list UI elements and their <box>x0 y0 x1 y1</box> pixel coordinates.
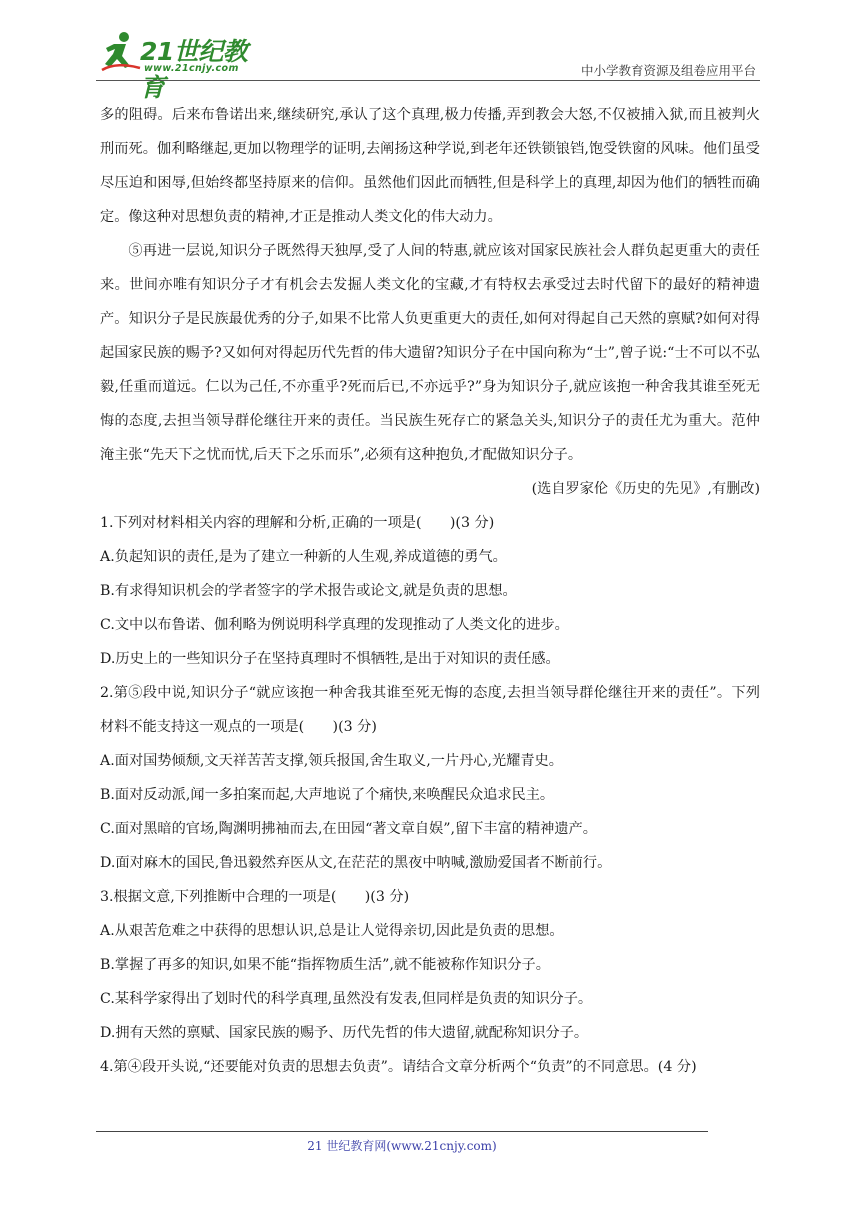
question-1-option-a: A.负起知识的责任,是为了建立一种新的人生观,养成道德的勇气。 <box>100 549 507 565</box>
document-body <box>100 98 760 1084</box>
page-footer: 21 世纪教育网(www.21cnjy.com) <box>307 1139 497 1153</box>
question-2-stem: 2.第⑤段中说,知识分子“就应该抱一种舍我其谁至死无悔的态度,去担当领导群伦继往开来的责任”。下列材料不能支持这一观点的一项是( )(3 分) <box>100 685 760 735</box>
header-divider <box>96 80 760 81</box>
passage-paragraph-5: ⑤再进一层说,知识分子既然得天独厚,受了人间的特惠,就应该对国家民族社会人群负起更重大的责任来。世间亦唯有知识分子才有机会去发掘人类文化的宝藏,才有特权去承受过去时代留下的最好的精神遗产。知识分子是民族最优秀的分子,如果不比常人负更重更大的责任,如何对得起自己天然的禀赋?如何对得起国家民族的赐予?又如何对得起历代先哲的伟大遗留?知识分子在中国向称为“士”,曾子说:“士不可以不弘毅,任重而道远。仁以为己任,不亦重乎?死而后已,不亦远乎?”身为知识分子,就应该抱一种舍我其谁至死无悔的态度,去担当领导群伦继往开来的责任。当民族生死存亡的紧急关头,知识分子的责任尤为重大。范仲淹主张“先天下之忧而忧,后天下之乐而乐”,必须有这种抱负,才配做知识分子。 <box>100 243 760 463</box>
page-header <box>96 30 760 102</box>
footer-divider <box>96 1131 708 1132</box>
running-figure-icon <box>96 30 144 74</box>
logo-url: www.21cnjy.com <box>144 63 239 74</box>
question-4-stem: 4.第④段开头说,“还要能对负责的思想去负责”。请结合文章分析两个“负责”的不同意思。(4 分) <box>100 1059 697 1075</box>
question-1-stem: 1.下列对材料相关内容的理解和分析,正确的一项是( )(3 分) <box>100 515 495 531</box>
question-2-option-c: C.面对黑暗的官场,陶渊明拂袖而去,在田园“著文章自娱”,留下丰富的精神遗产。 <box>100 821 597 837</box>
site-logo <box>96 30 266 102</box>
question-3-option-a: A.从艰苦危难之中获得的思想认识,总是让人觉得亲切,因此是负责的思想。 <box>100 923 564 939</box>
question-3-option-b: B.掌握了再多的知识,如果不能“指挥物质生活”,就不能被称作知识分子。 <box>100 957 550 973</box>
question-3-option-d: D.拥有天然的禀赋、国家民族的赐予、历代先哲的伟大遗留,就配称知识分子。 <box>100 1025 589 1041</box>
question-3-stem: 3.根据文意,下列推断中合理的一项是( )(3 分) <box>100 889 410 905</box>
question-2-option-a: A.面对国势倾颓,文天祥苦苦支撑,领兵报国,舍生取义,一片丹心,光耀青史。 <box>100 753 563 769</box>
question-1-option-b: B.有求得知识机会的学者签字的学术报告或论文,就是负责的思想。 <box>100 583 517 599</box>
question-2-option-d: D.面对麻木的国民,鲁迅毅然弃医从文,在茫茫的黑夜中呐喊,激励爱国者不断前行。 <box>100 855 612 871</box>
passage-paragraph-continued: 多的阻碍。后来布鲁诺出来,继续研究,承认了这个真理,极力传播,弄到教会大怒,不仅被捕入狱,而且被判火刑而死。伽利略继起,更加以物理学的证明,去阐扬这种学说,到老年还铁锁锒铛,饱受铁窗的风味。他们虽受尽压迫和困辱,但始终都坚持原来的信仰。虽然他们因此而牺牲,但是科学上的真理,却因为他们的牺牲而确定。像这种对思想负责的精神,才正是推动人类文化的伟大动力。 <box>100 107 760 225</box>
logo-wordmark: 21世纪教育 <box>140 37 248 102</box>
question-1-option-c: C.文中以布鲁诺、伽利略为例说明科学真理的发现推动了人类文化的进步。 <box>100 617 569 633</box>
question-2-option-b: B.面对反动派,闻一多拍案而起,大声地说了个痛快,来唤醒民众追求民主。 <box>100 787 555 803</box>
question-1-option-d: D.历史上的一些知识分子在坚持真理时不惧牺牲,是出于对知识的责任感。 <box>100 651 560 667</box>
passage-source: (选自罗家伦《历史的先见》,有删改) <box>531 481 760 497</box>
platform-name: 中小学教育资源及组卷应用平台 <box>580 63 756 78</box>
question-3-option-c: C.某科学家得出了划时代的科学真理,虽然没有发表,但同样是负责的知识分子。 <box>100 991 593 1007</box>
